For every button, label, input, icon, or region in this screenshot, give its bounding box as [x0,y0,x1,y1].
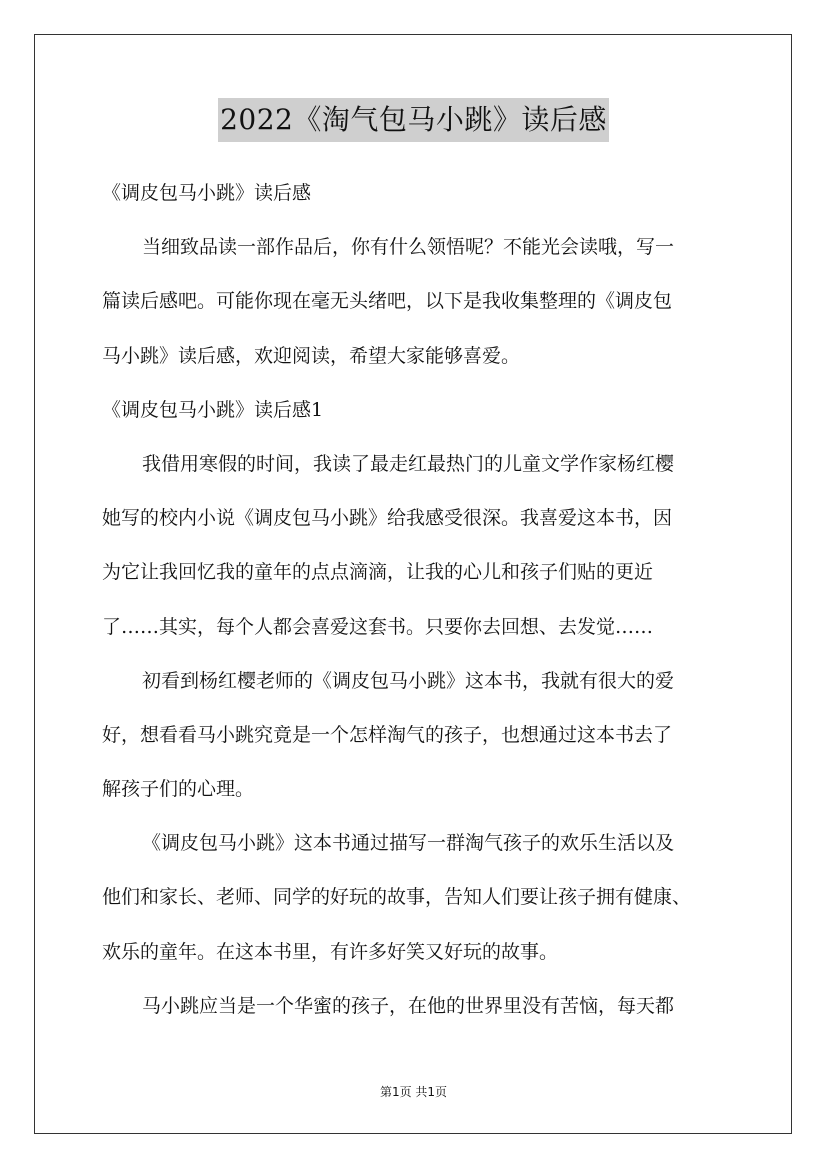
text-line: 马小跳》读后感，欢迎阅读，希望大家能够喜爱。 [102,344,521,367]
text-line: 她写的校内小说《调皮包马小跳》给我感受很深。我喜爱这本书，因 [102,507,673,530]
text-line: 了……其实，每个人都会喜爱这套书。只要你去回想、去发觉…… [102,615,654,638]
document-body [102,174,742,1041]
page-footer: 第1页 共1页 [379,1085,448,1099]
text-line: 《调皮包马小跳》读后感 [102,182,312,204]
text-line: 我借用寒假的时间，我读了最走红最热门的儿童文学作家杨红樱 [142,452,675,475]
text-line: 当细致品读一部作品后，你有什么领悟呢？不能光会读哦，写一 [142,236,675,259]
text-line: 初看到杨红樱老师的《调皮包马小跳》这本书，我就有很大的爱 [142,669,675,692]
text-line: 《调皮包马小跳》这本书通过描写一群淘气孩子的欢乐生活以及 [142,832,675,855]
document-title: 2022《淘气包马小跳》读后感 [218,98,609,142]
text-line: 《调皮包马小跳》读后感1 [102,398,324,421]
text-line: 解孩子们的心理。 [102,778,255,801]
text-line: 篇读后感吧。可能你现在毫无头绪吧，以下是我收集整理的《调皮包 [102,290,673,313]
text-line: 马小跳应当是一个华蜜的孩子，在他的世界里没有苦恼，每天都 [142,994,675,1017]
text-line: 他们和家长、老师、同学的好玩的故事，告知人们要让孩子拥有健康、 [102,886,692,909]
text-line: 欢乐的童年。在这本书里，有许多好笑又好玩的故事。 [102,940,559,963]
title-container [0,98,827,142]
text-line: 为它让我回忆我的童年的点点滴滴，让我的心儿和孩子们贴的更近 [102,561,654,584]
text-line: 好，想看看马小跳究竟是一个怎样淘气的孩子，也想通过这本书去了 [102,723,673,746]
